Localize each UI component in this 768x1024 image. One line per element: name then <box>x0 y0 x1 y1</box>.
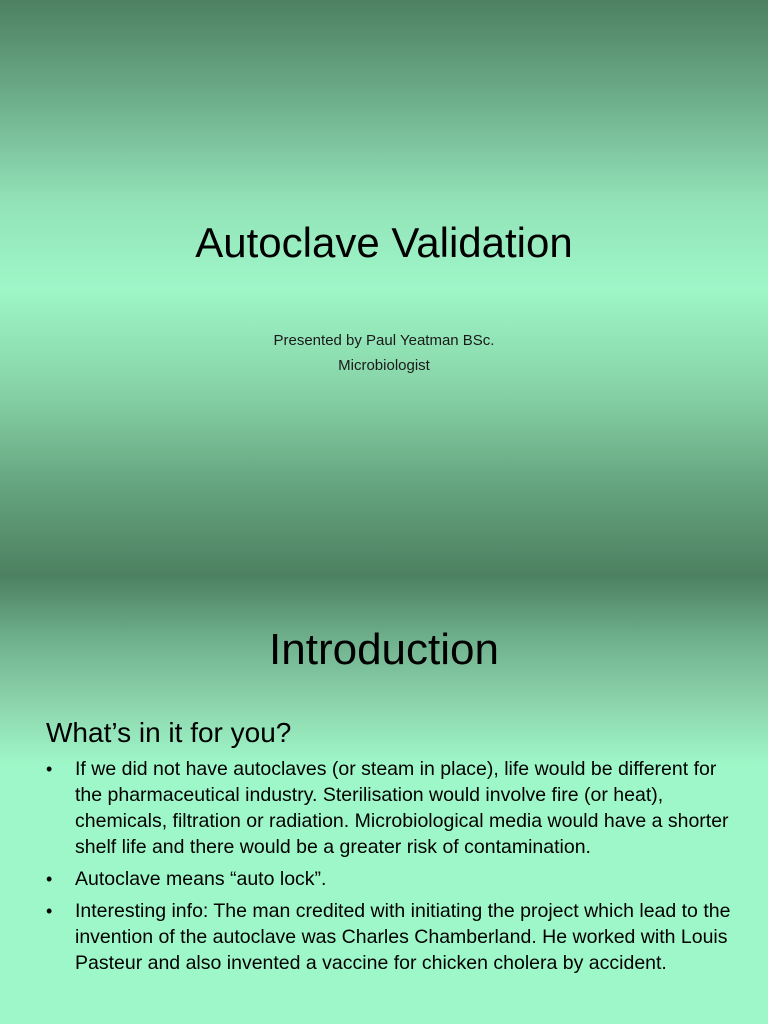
presenter-role: Microbiologist <box>338 357 430 374</box>
bullet-icon: • <box>46 901 53 921</box>
slide-title: Autoclave Validation <box>195 219 573 266</box>
section-heading: What’s in it for you? <box>46 717 292 748</box>
list-item <box>46 756 736 860</box>
slide-title: Introduction <box>269 625 499 674</box>
list-item <box>46 898 736 976</box>
introduction-slide <box>0 576 768 1024</box>
bullet-icon: • <box>46 759 53 779</box>
bullet-text: Autoclave means “auto lock”. <box>75 868 327 890</box>
bullet-list <box>46 756 736 982</box>
presenter-line: Presented by Paul Yeatman BSc. <box>273 332 495 349</box>
bullet-text: If we did not have autoclaves (or steam in place), life would be different for the pharmaceutical industry. Sterilisation would involve fire (or heat), chemicals, filtration or radiation. Microbiological media would have a shorter shelf life and there would be a greater risk of contamination. <box>75 758 729 858</box>
list-item <box>46 866 736 892</box>
bullet-icon: • <box>46 869 53 889</box>
bullet-text: Interesting info: The man credited with initiating the project which lead to the invention of the autoclave was Charles Chamberland. He worked with Louis Pasteur and also invented a vaccine for chicken cholera by accident. <box>75 900 731 974</box>
